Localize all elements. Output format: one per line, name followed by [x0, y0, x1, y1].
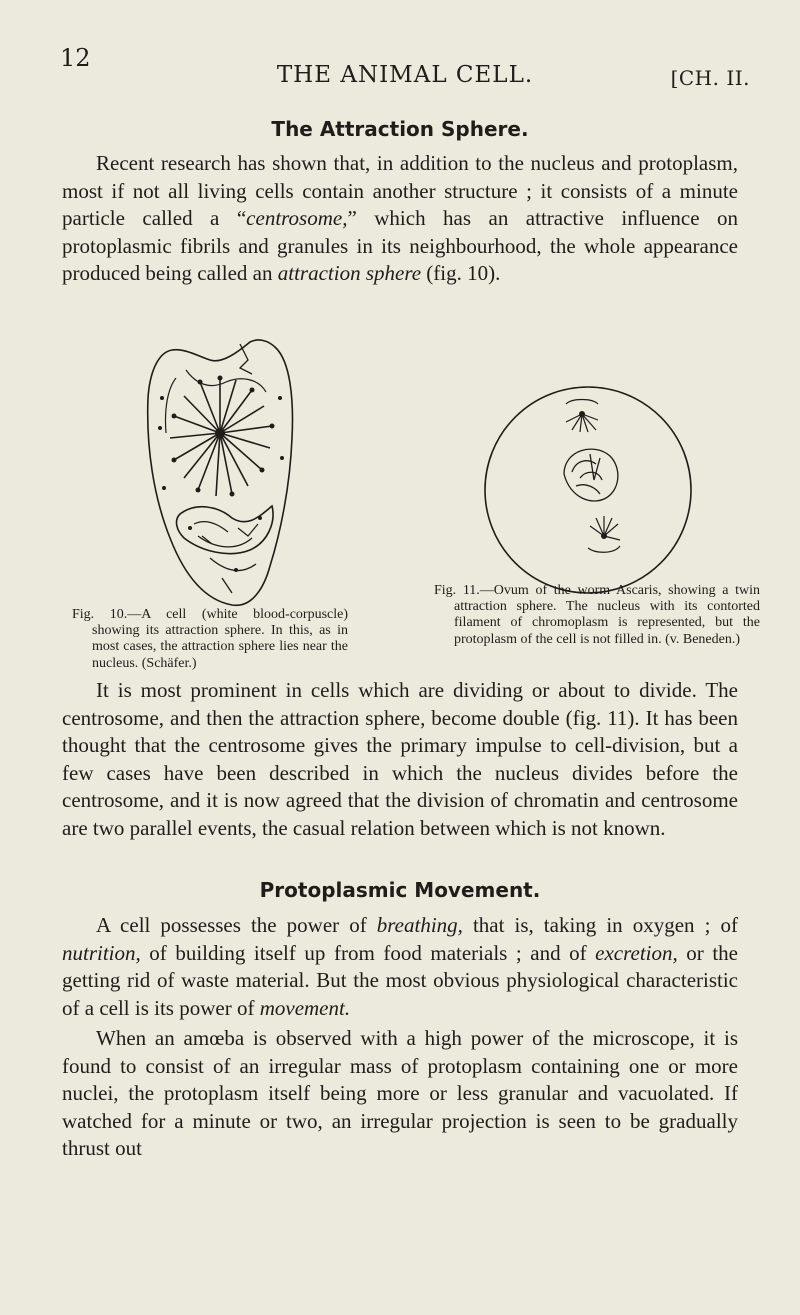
paragraph-amoeba-observation: When an amœba is observed with a high power of the microscope, it is found to consist of an irregular mass of protoplasm containing one or more nuclei, the protoplasm itself being more or less granular and vacuolated. If watched for a minute or two, an irregular projection is seen to be gradually thrust out [62, 1026, 738, 1161]
section-title-protoplasmic-movement: Protoplasmic Movement. [259, 878, 541, 902]
section-title-attraction-sphere: The Attraction Sphere. [271, 117, 529, 141]
page-number: 12 [60, 44, 91, 72]
figure-11-ascaris-ovum [468, 386, 708, 598]
running-title: THE ANIMAL CELL. [276, 62, 534, 88]
figure-10-caption: Fig. 10.—A cell (white blood-corpuscle) showing its attraction sphere. In this, as in most cases, the attraction sphere lies near the nucleus. (Schäfer.) [72, 607, 348, 671]
running-header [60, 44, 750, 90]
figure-11-caption: Fig. 11.—Ovum of the worm Ascaris, showing a twin attraction sphere. The nucleus with its contorted filament of chromoplasm is represented, but the protoplasm of the cell is not filled in. (v. Beneden.) [434, 583, 760, 647]
figure-10-white-blood-corpuscle [140, 338, 300, 608]
paragraph-attraction-sphere-division: It is most prominent in cells which are dividing or about to divide. The centrosome, and then the attraction sphere, become double (fig. 11). It has been thought that the centrosome gives the primary impulse to cell-division, but a few cases have been described in which the nucleus divides before the centrosome, and it is now agreed that the division of chromatin and centrosome are two parallel events, the casual relation between which is not known. [62, 678, 738, 840]
paragraph-cell-functions: A cell possesses the power of breathing, that is, taking in oxygen ; of nutrition, of building itself up from food materials ; and of excretion, or the getting rid of waste material. But the most obvious physiological characteristic of a cell is its power of movement. [62, 913, 738, 1020]
chapter-label: [CH. II. [670, 66, 750, 90]
paragraph-attraction-sphere-intro: Recent research has shown that, in addition to the nucleus and protoplasm, most if not all living cells contain another structure ; it consists of a minute particle called a “centrosome,” which has an attractive influence on protoplasmic fibrils and granules in its neighbourhood, the whole appearance produced being called an attraction sphere (fig. 10). [62, 151, 739, 286]
